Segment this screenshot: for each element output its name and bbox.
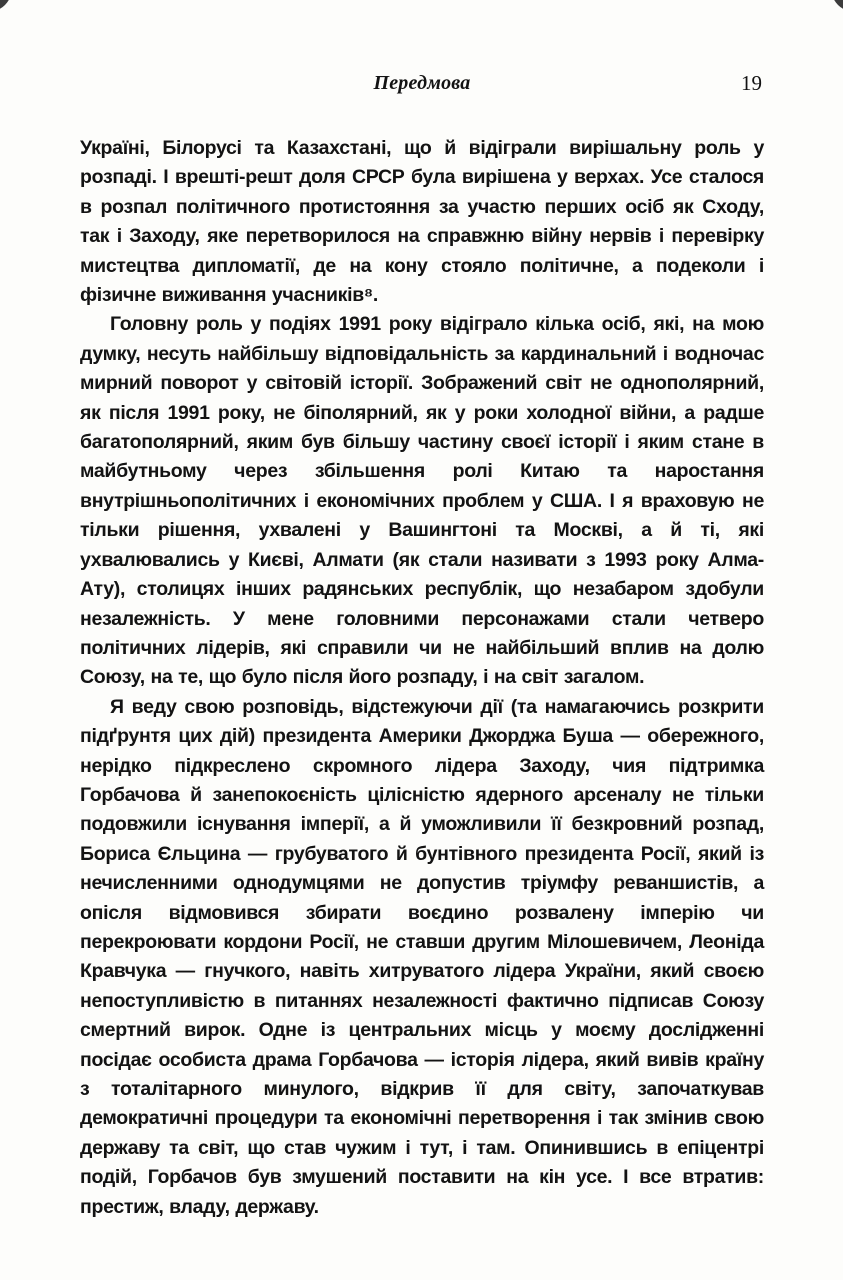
running-header <box>80 72 764 98</box>
paragraph: Я веду свою розповідь, відстежуючи дії (та намагаючись розкрити підґрунтя цих дій) президента Америки Джорджа Буша — обережного, нерідко підкреслено скромного лідера Заходу, чия підтримка Горбачова й занепокоєність цілісністю ядерного арсеналу не тільки подовжили існування імперії, а й уможливили її безкровний розпад, Бориса Єльцина — грубуватого й бунтівного президента Росії, який із нечисленними однодумцями не допустив тріумфу реваншистів, а опісля відмовився збирати воєдино розвалену імперію чи перекроювати кордони Росії, не ставши другим Мілошевичем, Леоніда Кравчука — гнучкого, навіть хитруватого лідера України, який своєю непоступливістю в питаннях незалежності фактично підписав Союзу смертний вирок. Одне із центральних місць у моєму дослідженні посідає особиста драма Горбачова — історія лідера, який вивів країну з тоталітарного минулого, відкрив її для світу, започаткував демократичні процедури та економічні перетворення і так змінив свою державу та світ, що став чужим і тут, і там. Опинившись в епіцентрі подій, Горбачов був змушений поставити на кін усе. І все втратив: престиж, владу, державу. <box>80 695 764 1218</box>
page-number: 19 <box>741 71 762 95</box>
running-title: Передмова <box>373 72 471 94</box>
body-text <box>80 134 764 1222</box>
paragraph: Головну роль у подіях 1991 року відіграло кілька осіб, які, на мою думку, несуть найбільшу відповідальність за кардинальний і водночас мирний поворот у світовій історії. Зображений світ не однополярний, як після 1991 року, не біполярний, як у роки холодної війни, а радше багатополярний, яким був більшу частину своєї історії і яким стане в майбутньому через збільшення ролі Китаю та наростання внутрішньополітичних і економічних проблем у США. І я враховую не тільки рішення, ухвалені у Вашингтоні та Москві, а й ті, які ухвалювались у Києві, Алмати (як стали називати з 1993 року Алма-Ату), столицях інших радянських республік, що незабаром здобули незалежність. У мене головними персонажами стали четверо політичних лідерів, які справили чи не найбільший вплив на долю Союзу, на те, що було після його розпаду, і на світ загалом. <box>80 313 764 689</box>
paragraph: Україні, Білорусі та Казахстані, що й відіграли вирішальну роль у розпаді. І врешті-решт доля СРСР була вирішена у верхах. Усе сталося в розпал політичного протистояння за участю перших осіб як Сходу, так і Заходу, яке перетворилося на справжню війну нервів і перевірку мистецтва дипломатії, де на кону стояло політичне, а подеколи і фізичне виживання учасників⁸. <box>80 137 764 307</box>
